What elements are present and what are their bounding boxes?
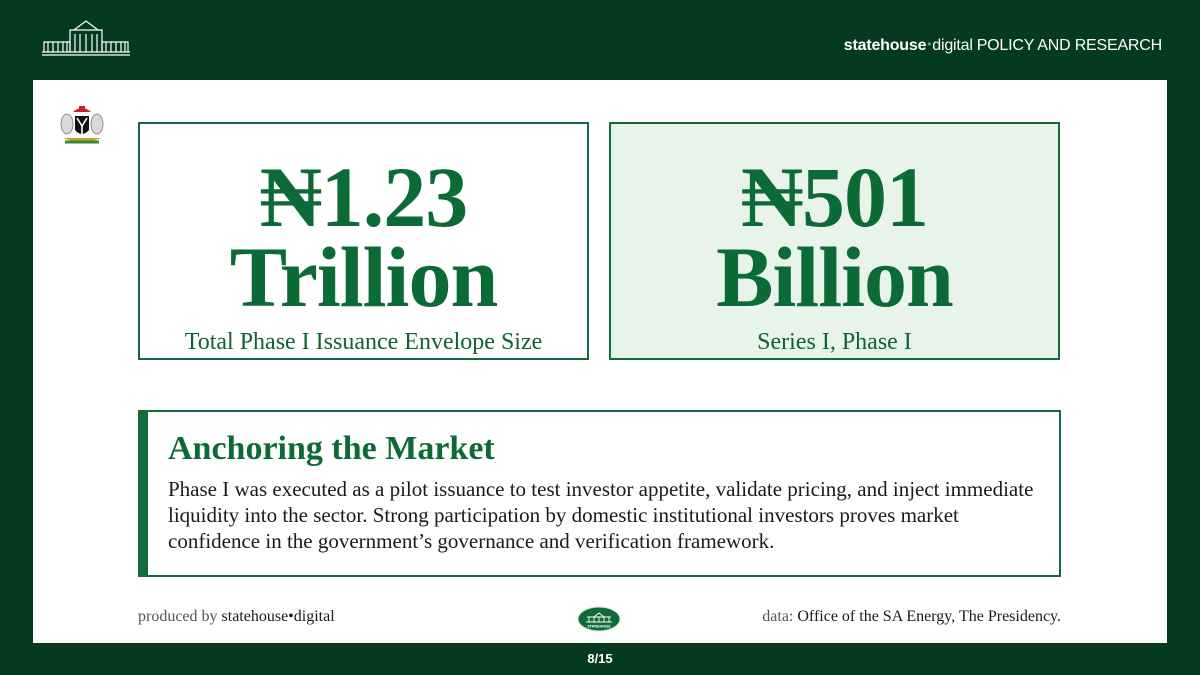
anchoring-market-body: Phase I was executed as a pilot issuance to test investor appetite, validate pricing, and inject immediate liquidity into the sector. Strong participation by domestic institutional investors proves market confidence in the government’s governance and verification framework. (168, 477, 1034, 553)
anchoring-market-card (138, 410, 1061, 577)
stat-amount-unit: Trillion (229, 229, 498, 325)
brand-title (844, 37, 1162, 55)
slide-panel (33, 80, 1167, 643)
stat-amount-value: ₦1.23 (259, 149, 468, 245)
stat-amount-unit: Billion (716, 229, 953, 325)
statehouse-oval-logo-icon (577, 606, 621, 632)
stat-amount (140, 149, 587, 325)
footer-logo-text: STATEHOUSE (587, 624, 611, 629)
anchoring-market-title: Anchoring the Market (168, 430, 495, 467)
data-source-credit (762, 608, 1061, 626)
stat-amount (611, 149, 1058, 325)
data-source-text: Office of the SA Energy, The Presidency. (797, 608, 1061, 625)
page-indicator: 8/15 (587, 651, 613, 666)
stat-label: Series I, Phase I (757, 329, 912, 355)
brand-light: digital (932, 37, 973, 54)
coat-of-arms-icon (55, 102, 109, 148)
data-source-prefix: data: (762, 608, 794, 625)
brand-separator: • (927, 37, 932, 51)
produced-by-prefix: produced by (138, 608, 218, 625)
stat-card-total-envelope (138, 122, 589, 360)
statehouse-building-icon (40, 16, 132, 56)
brand-section: POLICY AND RESEARCH (976, 37, 1162, 54)
brand-bold: statehouse (843, 37, 927, 54)
stat-amount-value: ₦501 (740, 149, 929, 245)
produced-by-credit (138, 608, 335, 626)
stat-label: Total Phase I Issuance Envelope Size (184, 329, 543, 355)
produced-by-name: statehouse•digital (221, 608, 335, 625)
top-bar (0, 0, 1200, 80)
stat-card-series-one (609, 122, 1060, 360)
